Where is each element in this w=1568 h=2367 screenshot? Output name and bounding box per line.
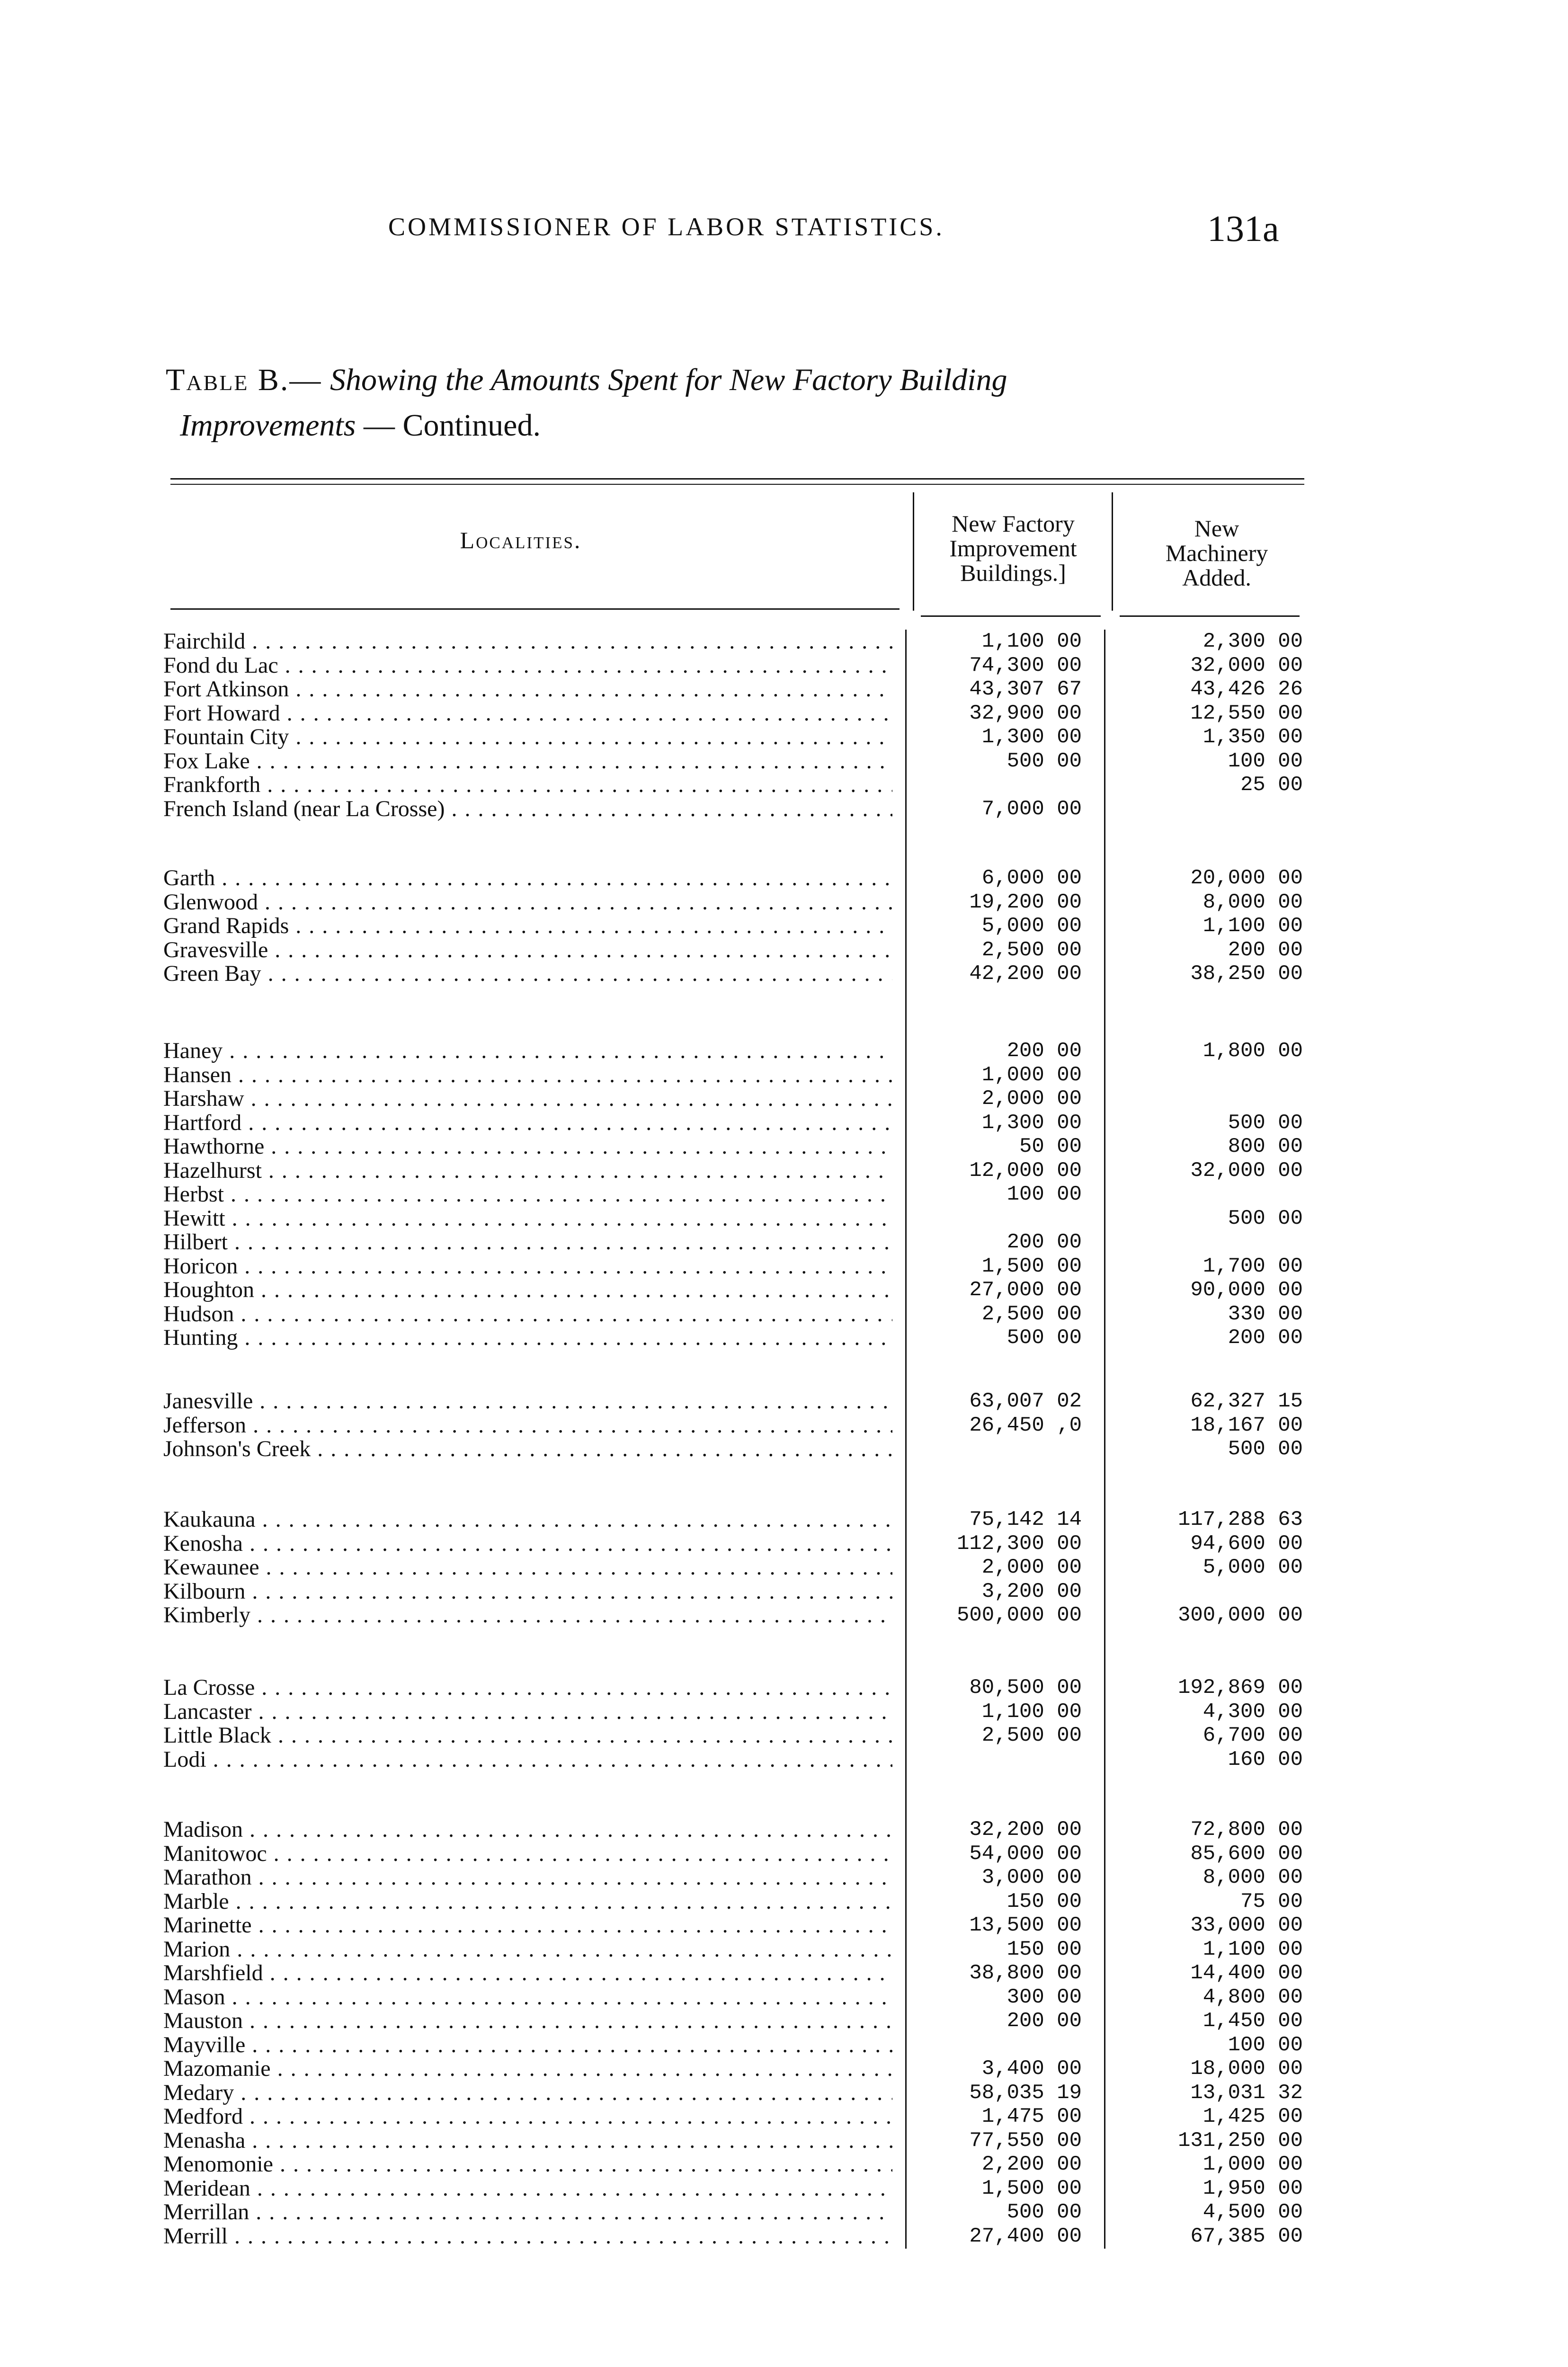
factory-improvement-amount: 2,500 00: [981, 1302, 1082, 1326]
locality-name: Merrillan . . .: [163, 2200, 892, 2224]
table-row: [0, 1063, 1568, 1087]
table-row: [0, 1414, 1568, 1437]
machinery-amount: 20,000 00: [1190, 866, 1303, 890]
machinery-amount: 43,426 26: [1190, 677, 1303, 701]
table-caption: [166, 357, 1311, 448]
locality-name: Gravesville . . .: [163, 938, 892, 962]
machinery-amount: 500 00: [1228, 1111, 1303, 1135]
locality-name: Little Black . . .: [163, 1724, 892, 1747]
machinery-amount: 33,000 00: [1190, 1913, 1303, 1937]
locality-name: Lodi . . .: [163, 1748, 892, 1771]
factory-improvement-amount: 7,000 00: [981, 797, 1082, 821]
machinery-amount: 2,300 00: [1203, 630, 1303, 653]
factory-improvement-amount: 54,000 00: [969, 1842, 1082, 1866]
factory-improvement-amount: 13,500 00: [969, 1913, 1082, 1937]
page-number: 131a: [1207, 208, 1279, 249]
machinery-amount: 62,327 15: [1190, 1389, 1303, 1413]
table-row: [0, 1159, 1568, 1183]
caption-line-2: [166, 403, 1311, 448]
table-row: [0, 914, 1568, 938]
machinery-amount: 131,250 00: [1177, 2128, 1303, 2153]
table-row: [0, 749, 1568, 773]
table-row: [0, 1111, 1568, 1135]
page-header: [0, 208, 1568, 255]
machinery-amount: 500 00: [1228, 1437, 1303, 1461]
factory-improvement-amount: 32,900 00: [969, 701, 1082, 725]
machinery-amount: 32,000 00: [1190, 653, 1303, 677]
col1-line-2: Improvement: [949, 535, 1077, 561]
locality-name: Meridean . . .: [163, 2177, 892, 2200]
column-header-factory-improvement: [914, 511, 1113, 585]
machinery-amount: 200 00: [1228, 1326, 1303, 1350]
factory-improvement-amount: 3,000 00: [981, 1866, 1082, 1889]
machinery-amount: 800 00: [1228, 1135, 1303, 1158]
locality-name: Fountain City . . .: [163, 725, 892, 749]
machinery-amount: 100 00: [1228, 749, 1303, 773]
table-row: [0, 1938, 1568, 1961]
table-row: [0, 1580, 1568, 1603]
table-row: [0, 1135, 1568, 1158]
locality-name: Jefferson . . .: [163, 1414, 892, 1437]
table-row: [0, 2200, 1568, 2224]
table-row: [0, 725, 1568, 749]
locality-name: Kimberly . . .: [163, 1603, 892, 1627]
top-rule-2: [170, 484, 1304, 485]
locality-name: Harshaw . . .: [163, 1087, 892, 1111]
locality-name: Frankforth . . .: [163, 773, 892, 797]
locality-name: Marble . . .: [163, 1890, 892, 1913]
factory-improvement-amount: 200 00: [1007, 1230, 1082, 1254]
table-row: [0, 654, 1568, 677]
locality-name: Kewaunee . . .: [163, 1556, 892, 1579]
locality-name: Merrill . . .: [163, 2225, 892, 2248]
table-row: [0, 2225, 1568, 2248]
factory-improvement-amount: 1,475 00: [981, 2105, 1082, 2128]
locality-name: Mason . . .: [163, 1985, 892, 2009]
top-rule: [170, 478, 1304, 480]
locality-name: Kilbourn . . .: [163, 1580, 892, 1603]
table-row: [0, 1724, 1568, 1747]
factory-improvement-amount: 500 00: [1007, 749, 1082, 773]
caption-line-1: [166, 357, 1311, 403]
factory-improvement-amount: 75,142 14: [969, 1508, 1082, 1531]
caption-italic: Showing the Amounts Spent for New Factory Building: [330, 363, 1007, 397]
factory-improvement-amount: 5,000 00: [981, 914, 1082, 938]
factory-improvement-amount: 100 00: [1007, 1183, 1082, 1206]
machinery-amount: 1,000 00: [1203, 2153, 1303, 2176]
table-row: [0, 1818, 1568, 1842]
locality-name: La Crosse . . .: [163, 1676, 892, 1700]
table-row: [0, 1437, 1568, 1461]
locality-name: Houghton . . .: [163, 1278, 892, 1302]
locality-name: Manitowoc . . .: [163, 1842, 892, 1866]
col1-line-1: New Factory: [952, 510, 1075, 537]
table-row: [0, 797, 1568, 821]
table-row: [0, 1326, 1568, 1350]
factory-improvement-amount: 50 00: [1019, 1135, 1082, 1158]
factory-improvement-amount: 1,300 00: [981, 725, 1082, 749]
factory-improvement-amount: 2,500 00: [981, 1724, 1082, 1747]
factory-improvement-amount: 150 00: [1007, 1889, 1082, 1913]
factory-improvement-amount: 32,200 00: [969, 1818, 1082, 1842]
column-header-machinery: [1122, 516, 1311, 590]
factory-improvement-amount: 1,300 00: [981, 1111, 1082, 1135]
locality-name: Hazelhurst . . .: [163, 1159, 892, 1183]
machinery-amount: 5,000 00: [1203, 1556, 1303, 1579]
table-row: [0, 2081, 1568, 2105]
table-row: [0, 1230, 1568, 1254]
table-row: [0, 2009, 1568, 2033]
locality-name: Garth . . .: [163, 866, 892, 890]
locality-name: Fond du Lac . . .: [163, 654, 892, 677]
machinery-amount: 1,425 00: [1203, 2105, 1303, 2128]
table-row: [0, 1508, 1568, 1531]
factory-improvement-amount: 1,500 00: [981, 1254, 1082, 1278]
machinery-amount: 32,000 00: [1190, 1158, 1303, 1183]
table-row: [0, 1842, 1568, 1866]
locality-name: Hewitt . . .: [163, 1207, 892, 1230]
locality-name: Kenosha . . .: [163, 1532, 892, 1556]
locality-name: Fairchild . . .: [163, 630, 892, 653]
table-row: [0, 1207, 1568, 1230]
table-row: [0, 1302, 1568, 1326]
locality-name: Medford . . .: [163, 2105, 892, 2128]
factory-improvement-amount: 3,200 00: [981, 1579, 1082, 1603]
factory-improvement-amount: 3,400 00: [981, 2057, 1082, 2081]
machinery-amount: 1,100 00: [1203, 914, 1303, 938]
locality-name: Hilbert . . .: [163, 1230, 892, 1254]
factory-improvement-amount: 2,200 00: [981, 2153, 1082, 2176]
table-row: [0, 890, 1568, 914]
factory-improvement-amount: 1,000 00: [981, 1063, 1082, 1087]
machinery-amount: 8,000 00: [1203, 890, 1303, 914]
table-row: [0, 1556, 1568, 1579]
machinery-amount: 38,250 00: [1190, 962, 1303, 986]
col1-line-3: Buildings.]: [960, 560, 1066, 586]
machinery-amount: 94,600 00: [1190, 1531, 1303, 1556]
machinery-amount: 14,400 00: [1190, 1961, 1303, 1985]
machinery-amount: 330 00: [1228, 1302, 1303, 1326]
table-row: [0, 1183, 1568, 1206]
factory-improvement-amount: 26,450 ,0: [969, 1413, 1082, 1437]
locality-name: Fox Lake . . .: [163, 749, 892, 773]
machinery-amount: 1,350 00: [1203, 725, 1303, 749]
table-row: [0, 2033, 1568, 2057]
table-row: [0, 1866, 1568, 1889]
locality-name: Fort Atkinson . . .: [163, 677, 892, 701]
machinery-amount: 75 00: [1240, 1889, 1303, 1913]
table-row: [0, 1603, 1568, 1627]
factory-improvement-amount: 77,550 00: [969, 2128, 1082, 2153]
machinery-amount: 500 00: [1228, 1206, 1303, 1230]
locality-name: Horicon . . .: [163, 1255, 892, 1278]
table-row: [0, 1913, 1568, 1937]
locality-name: Glenwood . . .: [163, 890, 892, 914]
locality-name: Haney . . .: [163, 1039, 892, 1063]
factory-improvement-amount: 27,400 00: [969, 2224, 1082, 2248]
factory-improvement-amount: 112,300 00: [956, 1531, 1082, 1556]
locality-name: Johnson's Creek . . .: [163, 1437, 892, 1461]
table-row: [0, 1700, 1568, 1724]
header-divider-2: [1112, 492, 1113, 611]
table-row: [0, 2105, 1568, 2128]
machinery-amount: 18,000 00: [1190, 2057, 1303, 2081]
locality-name: Menomonie . . .: [163, 2153, 892, 2176]
machinery-amount: 67,385 00: [1190, 2224, 1303, 2248]
factory-improvement-amount: 12,000 00: [969, 1158, 1082, 1183]
locality-name: Mauston . . .: [163, 2009, 892, 2033]
machinery-amount: 85,600 00: [1190, 1842, 1303, 1866]
table-row: [0, 2129, 1568, 2153]
col2-line-1: New: [1194, 515, 1239, 542]
col2-line-2: Machinery: [1165, 540, 1268, 566]
locality-name: Hunting . . .: [163, 1326, 892, 1350]
running-title: COMMISSIONER OF LABOR STATISTICS.: [388, 213, 944, 241]
machinery-amount: 4,800 00: [1203, 1985, 1303, 2009]
factory-improvement-amount: 500 00: [1007, 1326, 1082, 1350]
machinery-amount: 4,300 00: [1203, 1700, 1303, 1724]
table-row: [0, 1389, 1568, 1413]
machinery-amount: 1,800 00: [1203, 1039, 1303, 1063]
machinery-amount: 117,288 63: [1177, 1508, 1303, 1531]
table-row: [0, 630, 1568, 653]
factory-improvement-amount: 200 00: [1007, 1039, 1082, 1063]
caption-line2-italic: Improvements: [180, 408, 356, 443]
localities-underline: [170, 608, 900, 610]
machinery-amount: 1,100 00: [1203, 1937, 1303, 1961]
caption-line2-rest: — Continued.: [356, 408, 541, 443]
table-row: [0, 866, 1568, 890]
column-header-localities: Localities.: [460, 527, 582, 553]
table-row: [0, 1890, 1568, 1913]
locality-name: Menasha . . .: [163, 2129, 892, 2153]
locality-name: Kaukauna . . .: [163, 1508, 892, 1531]
locality-name: Fort Howard . . .: [163, 702, 892, 725]
machinery-amount: 18,167 00: [1190, 1413, 1303, 1437]
table-row: [0, 1255, 1568, 1278]
table-row: [0, 773, 1568, 797]
table-row: [0, 1532, 1568, 1556]
machinery-amount: 8,000 00: [1203, 1866, 1303, 1889]
locality-name: Green Bay . . .: [163, 962, 892, 986]
locality-name: Hartford . . .: [163, 1111, 892, 1135]
locality-name: Grand Rapids . . .: [163, 914, 892, 938]
locality-name: Mayville . . .: [163, 2033, 892, 2057]
factory-improvement-amount: 43,307 67: [969, 677, 1082, 701]
table-row: [0, 677, 1568, 701]
table-row: [0, 2057, 1568, 2081]
factory-improvement-amount: 150 00: [1007, 1937, 1082, 1961]
factory-improvement-amount: 6,000 00: [981, 866, 1082, 890]
factory-improvement-amount: 1,100 00: [981, 630, 1082, 653]
locality-name: Medary . . .: [163, 2081, 892, 2105]
table-row: [0, 2177, 1568, 2200]
machinery-amount: 25 00: [1240, 773, 1303, 797]
machinery-amount: 100 00: [1228, 2033, 1303, 2057]
machinery-amount: 1,700 00: [1203, 1254, 1303, 1278]
factory-improvement-amount: 1,100 00: [981, 1700, 1082, 1724]
factory-improvement-amount: 2,000 00: [981, 1087, 1082, 1111]
factory-improvement-amount: 58,035 19: [969, 2081, 1082, 2105]
machinery-amount: 90,000 00: [1190, 1278, 1303, 1302]
machinery-amount: 192,869 00: [1177, 1676, 1303, 1700]
locality-name: Marinette . . .: [163, 1913, 892, 1937]
factory-improvement-amount: 74,300 00: [969, 653, 1082, 677]
factory-improvement-amount: 300 00: [1007, 1985, 1082, 2009]
factory-improvement-amount: 2,000 00: [981, 1556, 1082, 1579]
machinery-amount: 1,450 00: [1203, 2009, 1303, 2033]
machinery-amount: 72,800 00: [1190, 1818, 1303, 1842]
table-row: [0, 1087, 1568, 1111]
locality-name: Marion . . .: [163, 1938, 892, 1961]
col1-underline: [921, 615, 1101, 617]
table-row: [0, 1985, 1568, 2009]
factory-improvement-amount: 27,000 00: [969, 1278, 1082, 1302]
caption-lead: Table B.—: [166, 363, 322, 397]
locality-name: Lancaster . . .: [163, 1700, 892, 1724]
col2-underline: [1120, 615, 1300, 617]
table-row: [0, 1748, 1568, 1771]
locality-name: Hansen . . .: [163, 1063, 892, 1087]
factory-improvement-amount: 500 00: [1007, 2200, 1082, 2224]
machinery-amount: 6,700 00: [1203, 1724, 1303, 1747]
factory-improvement-amount: 200 00: [1007, 2009, 1082, 2033]
factory-improvement-amount: 38,800 00: [969, 1961, 1082, 1985]
header-divider-1: [913, 492, 914, 611]
table-row: [0, 2153, 1568, 2176]
table-row: [0, 962, 1568, 986]
machinery-amount: 13,031 32: [1190, 2081, 1303, 2105]
table-row: [0, 702, 1568, 725]
table-row: [0, 1961, 1568, 1985]
machinery-amount: 300,000 00: [1177, 1603, 1303, 1627]
factory-improvement-amount: 63,007 02: [969, 1389, 1082, 1413]
machinery-amount: 1,950 00: [1203, 2176, 1303, 2200]
machinery-amount: 4,500 00: [1203, 2200, 1303, 2224]
col2-line-3: Added.: [1182, 564, 1251, 591]
table-row: [0, 1676, 1568, 1700]
factory-improvement-amount: 42,200 00: [969, 962, 1082, 986]
locality-name: Marathon . . .: [163, 1866, 892, 1889]
factory-improvement-amount: 500,000 00: [956, 1603, 1082, 1627]
locality-name: Hawthorne . . .: [163, 1135, 892, 1158]
locality-name: Marshfield . . .: [163, 1961, 892, 1985]
machinery-amount: 160 00: [1228, 1747, 1303, 1771]
locality-name: Hudson . . .: [163, 1302, 892, 1326]
locality-name: Madison . . .: [163, 1818, 892, 1842]
machinery-amount: 200 00: [1228, 938, 1303, 962]
factory-improvement-amount: 19,200 00: [969, 890, 1082, 914]
table-row: [0, 1039, 1568, 1063]
factory-improvement-amount: 80,500 00: [969, 1676, 1082, 1700]
factory-improvement-amount: 2,500 00: [981, 938, 1082, 962]
locality-name: Herbst . . .: [163, 1183, 892, 1206]
locality-name: French Island (near La Crosse) . . .: [163, 797, 892, 821]
table-row: [0, 1278, 1568, 1302]
locality-name: Mazomanie . . .: [163, 2057, 892, 2081]
locality-name: Janesville . . .: [163, 1389, 892, 1413]
factory-improvement-amount: 1,500 00: [981, 2176, 1082, 2200]
machinery-amount: 12,550 00: [1190, 701, 1303, 725]
table-row: [0, 938, 1568, 962]
